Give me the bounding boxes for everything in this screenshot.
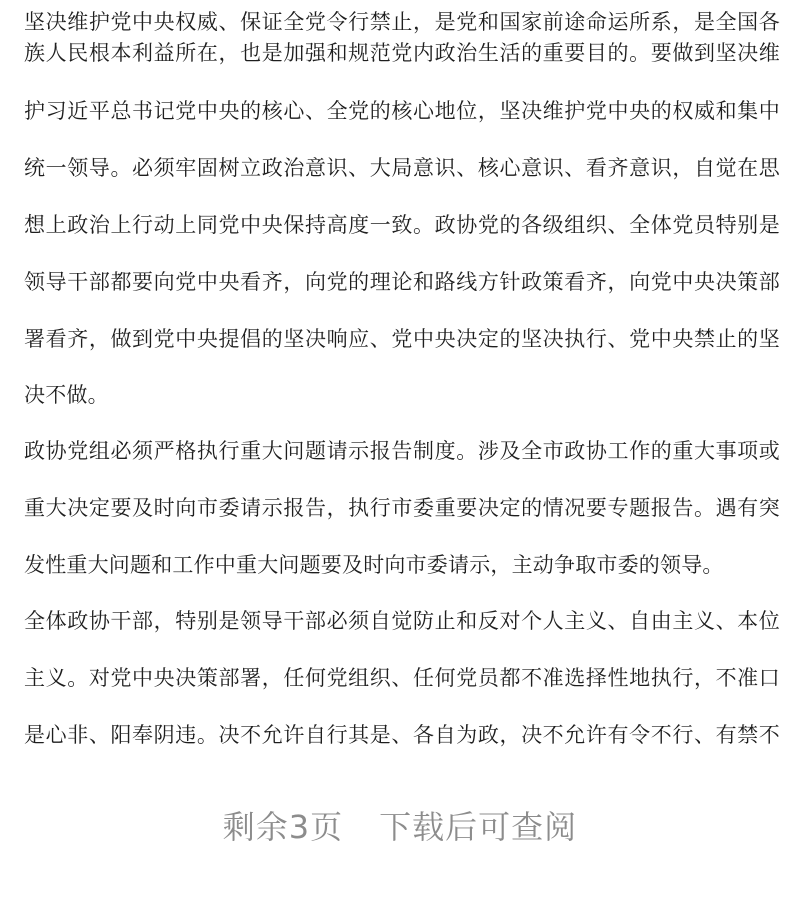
download-prompt[interactable]	[0, 802, 800, 852]
text-line: 发性重大问题和工作中重大问题要及时向市委请示，主动争取市委的领导。	[24, 553, 724, 577]
text-line: 想上政治上行动上同党中央保持高度一致。政协党的各级组织、全体党员特别是	[24, 213, 780, 237]
text-line: 坚决维护党中央权威、保证全党令行禁止，是党和国家前途命运所系，是全国各	[24, 10, 780, 34]
text-line: 护习近平总书记党中央的核心、全党的核心地位，坚决维护党中央的权威和集中	[24, 99, 780, 123]
text-line: 统一领导。必须牢固树立政治意识、大局意识、核心意识、看齐意识，自觉在思	[24, 156, 780, 180]
text-line: 领导干部都要向党中央看齐，向党的理论和路线方针政策看齐，向党中央决策部	[24, 270, 780, 294]
text-line: 署看齐，做到党中央提倡的坚决响应、党中央决定的坚决执行、党中央禁止的坚	[24, 327, 780, 351]
remaining-pages-label: 剩余3页	[222, 808, 344, 846]
text-line: 族人民根本利益所在，也是加强和规范党内政治生活的重要目的。要做到坚决维	[24, 41, 780, 65]
text-line: 全体政协干部，特别是领导干部必须自觉防止和反对个人主义、自由主义、本位	[24, 609, 780, 633]
text-line: 主义。对党中央决策部署，任何党组织、任何党员都不准选择性地执行，不准口	[24, 666, 780, 690]
text-line: 重大决定要及时向市委请示报告，执行市委重要决定的情况要专题报告。遇有突	[24, 496, 780, 520]
text-line: 决不做。	[24, 383, 109, 407]
text-line: 政协党组必须严格执行重大问题请示报告制度。涉及全市政协工作的重大事项或	[24, 439, 780, 463]
download-to-view-label: 下载后可查阅	[379, 808, 578, 846]
text-line: 是心非、阳奉阴违。决不允许自行其是、各自为政，决不允许有令不行、有禁不	[24, 723, 780, 747]
